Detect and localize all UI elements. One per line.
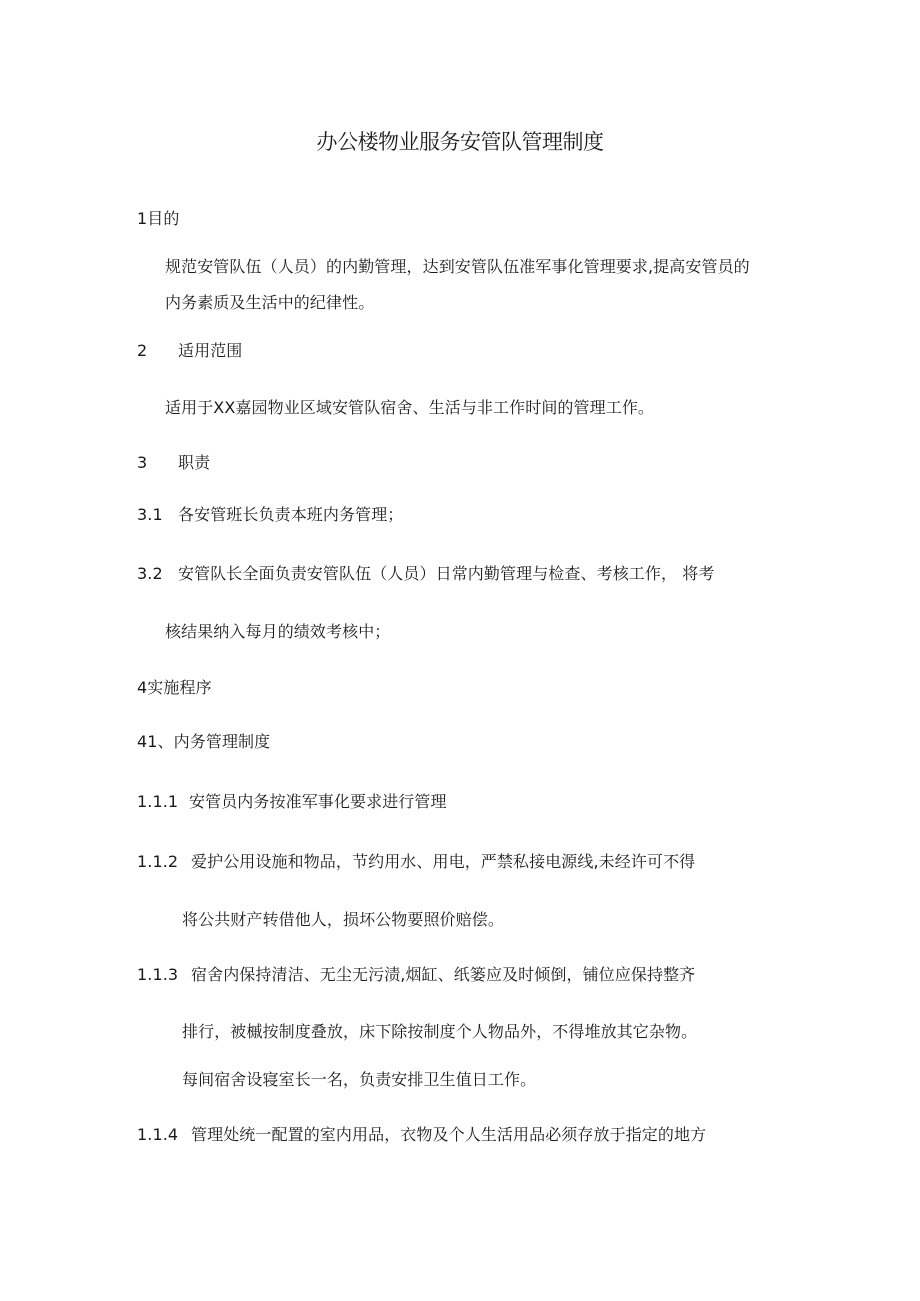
document-title: 办公楼物业服务安管队管理制度 — [316, 130, 604, 154]
section-1-body-line-2: 内务素质及生活中的纪律性。 — [165, 293, 375, 312]
item-1-1-3-number: 1.1.3 — [137, 965, 179, 984]
item-1-1-1 — [137, 791, 447, 813]
item-1-1-2-number: 1.1.2 — [137, 852, 179, 871]
section-3-heading-row — [137, 452, 210, 474]
section-3-heading: 职责 — [178, 453, 211, 472]
section-4-1-heading: 41、内务管理制度 — [137, 732, 271, 751]
section-1-heading: 1目的 — [137, 209, 180, 228]
section-2-heading: 适用范围 — [178, 341, 243, 360]
section-4-heading: 4实施程序 — [137, 678, 212, 697]
section-3-number: 3 — [137, 453, 148, 472]
item-1-1-3 — [137, 964, 695, 986]
item-3-2 — [137, 563, 715, 585]
item-1-1-1-text: 安管员内务按准军事化要求进行管理 — [189, 792, 447, 811]
section-2-heading-row — [137, 340, 242, 362]
item-1-1-2-continuation: 将公共财产转借他人，损坏公物要照价赔偿。 — [182, 910, 505, 929]
section-1-body-line-1: 规范安管队伍（人员）的内勤管理，达到安管队伍准军事化管理要求,提高安管员的 — [165, 257, 750, 276]
item-1-1-3-continuation-1: 排行，被槭按制度叠放，床下除按制度个人物品外，不得堆放其它杂物。 — [182, 1022, 698, 1041]
item-3-1-number: 3.1 — [137, 505, 163, 524]
item-1-1-2 — [137, 851, 695, 873]
item-3-1-text: 各安管班长负责本班内务管理； — [178, 505, 404, 524]
item-1-1-4-number: 1.1.4 — [137, 1125, 179, 1144]
item-1-1-4 — [137, 1124, 706, 1146]
item-1-1-2-text: 爱护公用设施和物品，节约用水、用电，严禁私接电源线,未经许可不得 — [191, 852, 696, 871]
item-1-1-3-continuation-2: 每间宿舍设寝室长一名，负责安排卫生值日工作。 — [182, 1070, 537, 1089]
item-3-2-text: 安管队长全面负责安管队伍（人员）日常内勤管理与检查、考核工作， 将考 — [178, 564, 715, 583]
item-1-1-3-text: 宿舍内保持清洁、无尘无污渍,烟缸、纸篓应及时倾倒，铺位应保持整齐 — [191, 965, 696, 984]
item-3-1 — [137, 504, 403, 526]
item-3-2-number: 3.2 — [137, 564, 163, 583]
section-2-number: 2 — [137, 341, 148, 360]
item-1-1-4-text: 管理处统一配置的室内用品，衣物及个人生活用品必须存放于指定的地方 — [191, 1125, 707, 1144]
item-3-2-continuation: 核结果纳入每月的绩效考核中； — [165, 622, 391, 641]
item-1-1-1-number: 1.1.1 — [137, 792, 179, 811]
section-2-body: 适用于XX嘉园物业区域安管队宿舍、生活与非工作时间的管理工作。 — [165, 398, 655, 417]
